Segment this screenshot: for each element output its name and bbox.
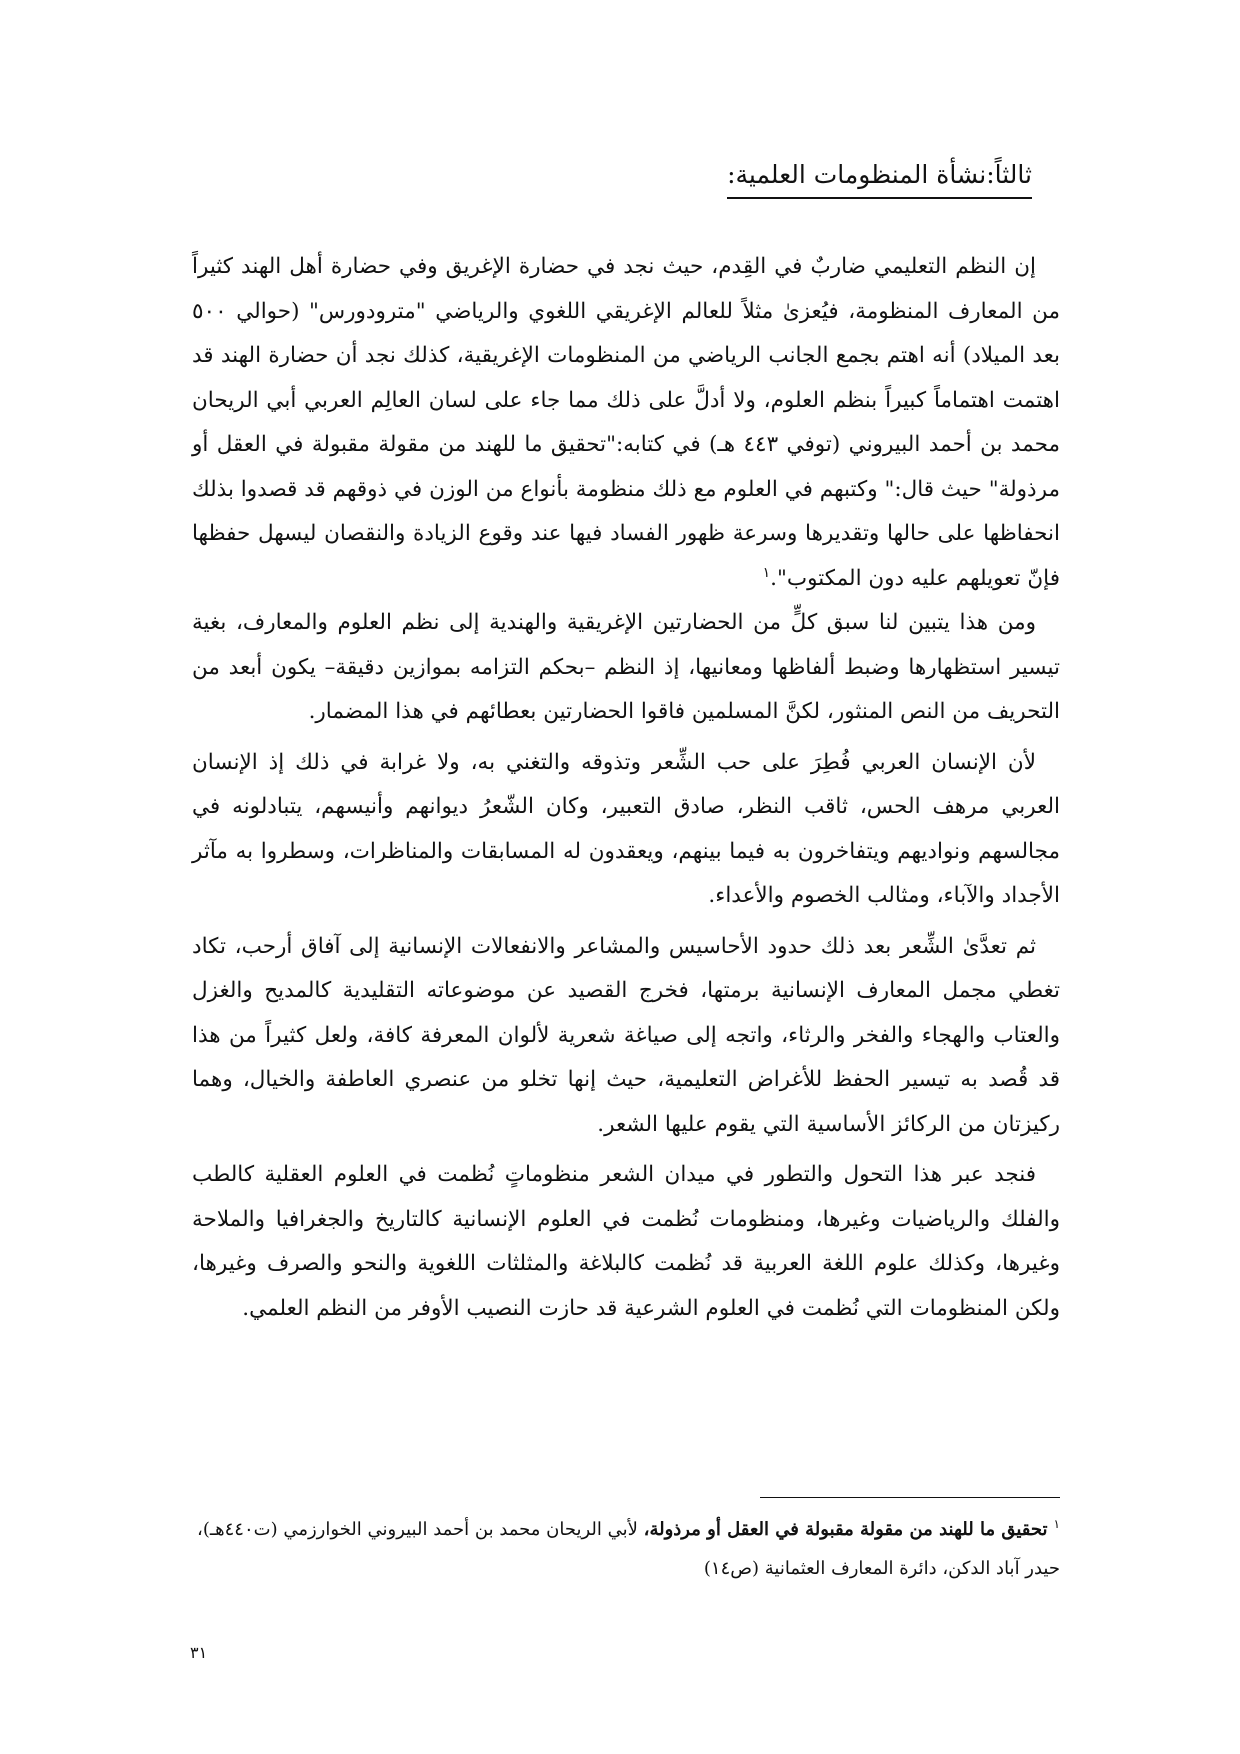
footnote-number: ١: [1053, 1517, 1060, 1531]
paragraph-5: فنجد عبر هذا التحول والتطور في ميدان الشعر منظوماتٍ نُظمت في العلوم العقلية كالطب والفلك والرياضيات وغيرها، ومنظومات نُظمت في العلوم الإنسانية كالتاريخ والجغرافيا والملاحة وغيرها، وكذلك علوم اللغة العربية قد نُظمت كالبلاغة والمثلثات اللغوية والنحو والصرف وغيرها، ولكن المنظومات التي نُظمت في العلوم الشرعية قد حازت النصيب الأوفر من النظم العلمي.: [192, 1162, 1060, 1321]
footnote-reference[interactable]: ١: [762, 564, 771, 581]
paragraph-4: ثم تعدَّىٰ الشِّعر بعد ذلك حدود الأحاسيس والمشاعر والانفعالات الإنسانية إلى آفاق أرحب، تكاد تغطي مجمل المعارف الإنسانية برمتها، فخرج القصيد عن موضوعاته التقليدية كالمديح والغزل والعتاب والهجاء والفخر والرثاء، واتجه إلى صياغة شعرية لألوان المعرفة كافة، ولعل كثيراً من هذا قد قُصد به تيسير الحفظ للأغراض التعليمية، حيث إنها تخلو من عنصري العاطفة والخيال، وهما ركيزتان من الركائز الأساسية التي يقوم عليها الشعر.: [192, 933, 1060, 1137]
section-heading: ثالثاً:نشأة المنظومات العلمية:: [727, 155, 1032, 199]
footnote-title: تحقيق ما للهند من مقولة مقبولة في العقل أو مرذولة،: [643, 1519, 1048, 1540]
footnote: [192, 1510, 1060, 1588]
footnote-divider: [760, 1497, 1060, 1498]
footnote-citation: لأبي الريحان محمد بن أحمد البيروني الخوارزمي (ت٤٤٠هـ)، حيدر آباد الدكن، دائرة المعارف العثمانية (ص١٤): [197, 1519, 1060, 1579]
body-text: [192, 245, 1060, 1337]
paragraph-1-text: إن النظم التعليمي ضاربٌ في القِدم، حيث نجد في حضارة الإغريق وفي حضارة أهل الهند كثيراً من المعارف المنظومة، فيُعزىٰ مثلاً للعالم الإغريقي اللغوي والرياضي "مترودورس" (حوالي ٥٠٠ بعد الميلاد) أنه اهتم بجمع الجانب الرياضي من المنظومات الإغريقية، كذلك نجد أن حضارة الهند قد اهتمت اهتماماً كبيراً بنظم العلوم، ولا أدلَّ على ذلك مما جاء على لسان العالِم العربي أبي الريحان محمد بن أحمد البيروني (توفي ٤٤٣ هـ) في كتابه:"تحقيق ما للهند من مقولة مقبولة في العقل أو مرذولة" حيث قال:" وكتبهم في العلوم مع ذلك منظومة بأنواع من الوزن في ذوقهم قد قصدوا بذلك انحفاظها على حالها وتقديرها وسرعة ظهور الفساد فيها عند وقوع الزيادة والنقصان ليسهل حفظها فإنّ تعويلهم عليه دون المكتوب".: [192, 254, 1061, 591]
paragraph-1: [192, 245, 1060, 601]
paragraph-2: ومن هذا يتبين لنا سبق كلٍّ من الحضارتين الإغريقية والهندية إلى نظم العلوم والمعارف، بغية تيسير استظهارها وضبط ألفاظها ومعانيها، إذ النظم –بحكم التزامه بموازين دقيقة– يكون أبعد من التحريف من النص المنثور، لكنَّ المسلمين فاقوا الحضارتين بعطائهم في هذا المضمار.: [192, 610, 1060, 724]
paragraph-3: لأن الإنسان العربي فُطِرَ على حب الشِّعر وتذوقه والتغني به، ولا غرابة في ذلك إذ الإنسان العربي مرهف الحس، ثاقب النظر، صادق التعبير، وكان الشّعرُ ديوانهم وأنيسهم، يتبادلونه في مجالسهم ونواديهم ويتفاخرون به فيما بينهم، ويعقدون له المسابقات والمناظرات، وسطروا به مآثر الأجداد والآباء، ومثالب الخصوم والأعداء.: [192, 749, 1060, 908]
page-number: ٣١: [190, 1643, 208, 1662]
